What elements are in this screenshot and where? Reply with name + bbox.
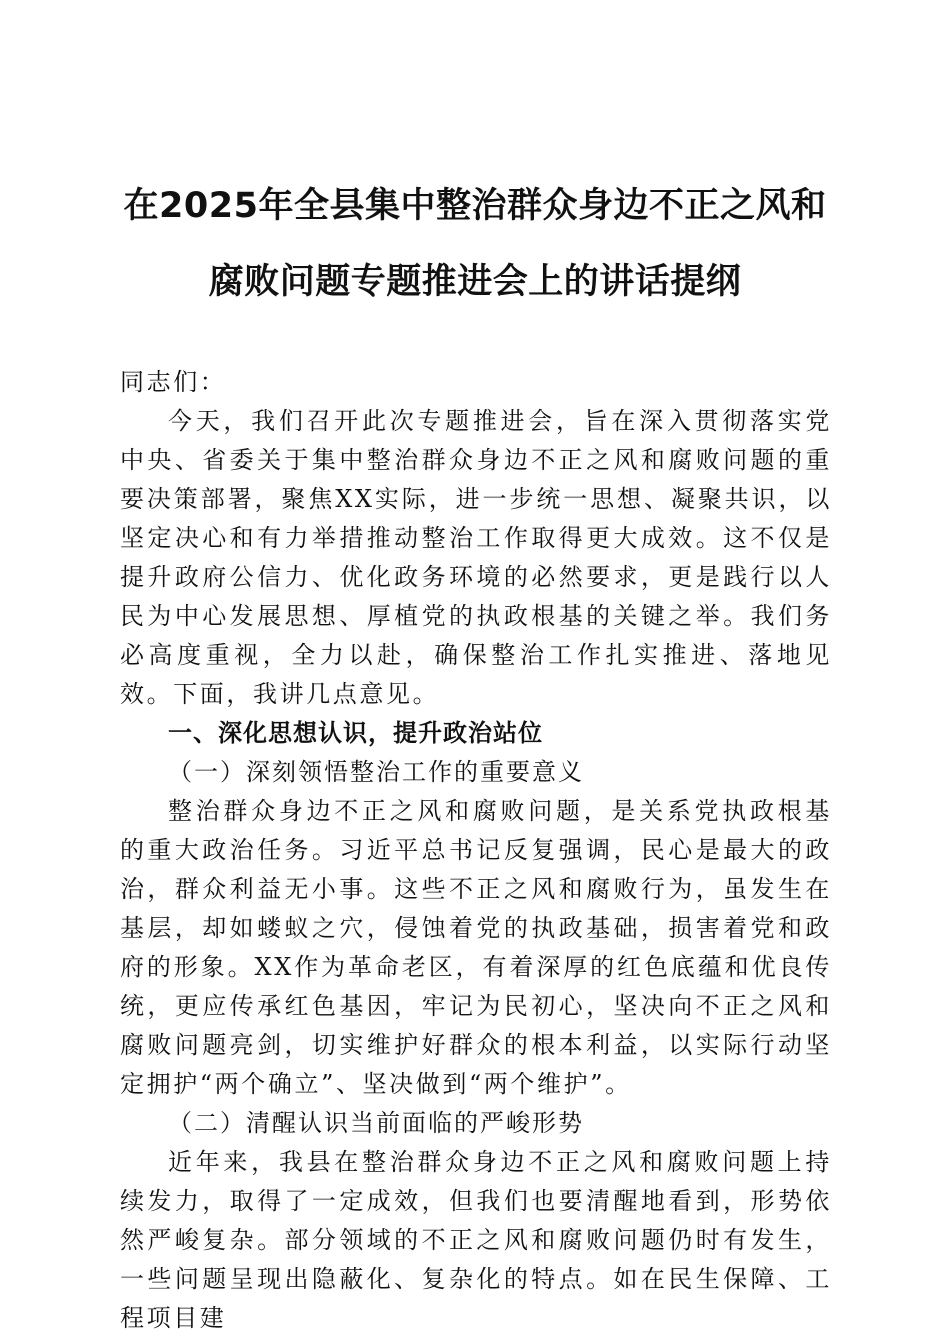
section-1-heading: 一、深化思想认识，提升政治站位 (168, 719, 543, 747)
title-line-2: 腐败问题专题推进会上的讲话提纲 (208, 262, 742, 302)
salutation: 同志们： (120, 368, 227, 396)
subsection-2-heading: （二）清醒认识当前面临的严峻形势 (168, 1109, 584, 1137)
subsection-1-paragraph: 整治群众身边不正之风和腐败问题，是关系党执政根基的重大政治任务。习近平总书记反复强调，民心是最大的政治，群众利益无小事。这些不正之风和腐败行为，虽发生在基层，却如蝼蚁之穴，侵蚀着党的执政基础，损害着党和政府的形象。XX作为革命老区，有着深厚的红色底蕴和优良传统，更应传承红色基因，牢记为民初心，坚决向不正之风和腐败问题亮剑，切实维护好群众的根本利益，以实际行动坚定拥护“两个确立”、坚决做到“两个维护”。 (120, 797, 832, 1098)
subsection-2-paragraph: 近年来，我县在整治群众身边不正之风和腐败问题上持续发力，取得了一定成效，但我们也要清醒地看到，形势依然严峻复杂。部分领域的不正之风和腐败问题仍时有发生，一些问题呈现出隐蔽化、复杂化的特点。如在民生保障、工程项目建 (120, 1148, 832, 1332)
title-line-1: 在2025年全县集中整治群众身边不正之风和 (123, 186, 827, 226)
opening-paragraph: 今天，我们召开此次专题推进会，旨在深入贯彻落实党中央、省委关于集中整治群众身边不正之风和腐败问题的重要决策部署，聚焦XX实际，进一步统一思想、凝聚共识，以坚定决心和有力举措推动整治工作取得更大成效。这不仅是提升政府公信力、优化政务环境的必然要求，更是践行以人民为中心发展思想、厚植党的执政根基的关键之举。我们务必高度重视，全力以赴，确保整治工作扎实推进、落地见效。下面，我讲几点意见。 (120, 407, 832, 708)
subsection-1-heading: （一）深刻领悟整治工作的重要意义 (168, 758, 584, 786)
document-body (120, 363, 832, 1338)
document-title (80, 168, 870, 320)
